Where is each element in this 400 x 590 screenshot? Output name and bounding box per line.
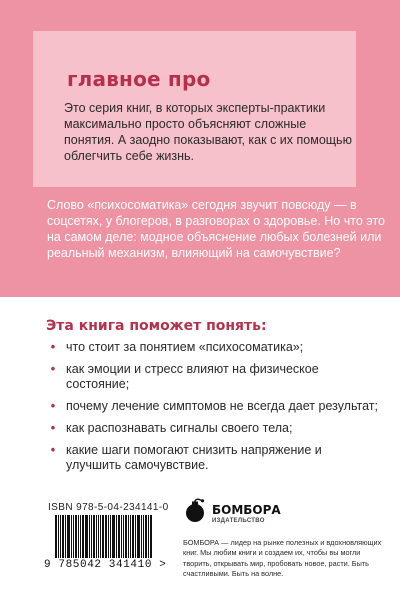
series-description: Это серия книг, в которых эксперты-практики максимально просто объясняют сложные понятия. А заодно показывают, как с их помощью облегчить себе жизнь.: [64, 101, 352, 163]
publisher-name: БОМБОРА: [212, 503, 281, 517]
list-item: [48, 421, 378, 436]
isbn-label: ISBN 978-5-04-234141-0: [48, 502, 169, 513]
bullet-icon: •: [50, 399, 56, 413]
benefits-title: Эта книга поможет понять:: [46, 318, 267, 334]
barcode-icon: [55, 515, 155, 558]
list-item: [48, 362, 378, 392]
bomb-logo-icon: [183, 498, 209, 524]
publisher-subtitle: ИЗДАТЕЛЬСТВО: [212, 518, 265, 524]
list-item-text: какие шаги помогают снизить напряжение и улучшить самочувствие.: [66, 443, 322, 472]
benefits-list: [48, 340, 378, 480]
list-item-text: почему лечение симптомов не всегда дает результат;: [66, 399, 378, 413]
publisher-description: БОМБОРА — лидер на рынке полезных и вдохновляющих книг. Мы любим книги и создаем их, чтобы вы могли творить, открывать мир, пробовать новое, расти. Быть счастливыми. Быть на волне.: [183, 538, 382, 579]
list-item-text: как распознавать сигналы своего тела;: [66, 421, 293, 435]
barcode-digits: 9 785042 341410 >: [44, 559, 167, 571]
bullet-icon: •: [50, 340, 56, 354]
list-item-text: что стоит за понятием «психосоматика»;: [66, 340, 304, 354]
series-title: главное про: [67, 67, 211, 91]
intro-text: Слово «психосоматика» сегодня звучит повсюду — в соцсетях, у блогеров, в разговорах о здоровье. Но что это на самом деле: модное объяснение любых болезней или реальный механизм, влияющий на самочувствие?: [47, 198, 385, 260]
list-item: [48, 340, 378, 355]
bullet-icon: •: [50, 362, 56, 376]
bullet-icon: •: [50, 443, 56, 457]
list-item: [48, 443, 378, 473]
list-item-text: как эмоции и стресс влияют на физическое состояние;: [66, 362, 319, 391]
list-item: [48, 399, 378, 414]
bullet-icon: •: [50, 421, 56, 435]
